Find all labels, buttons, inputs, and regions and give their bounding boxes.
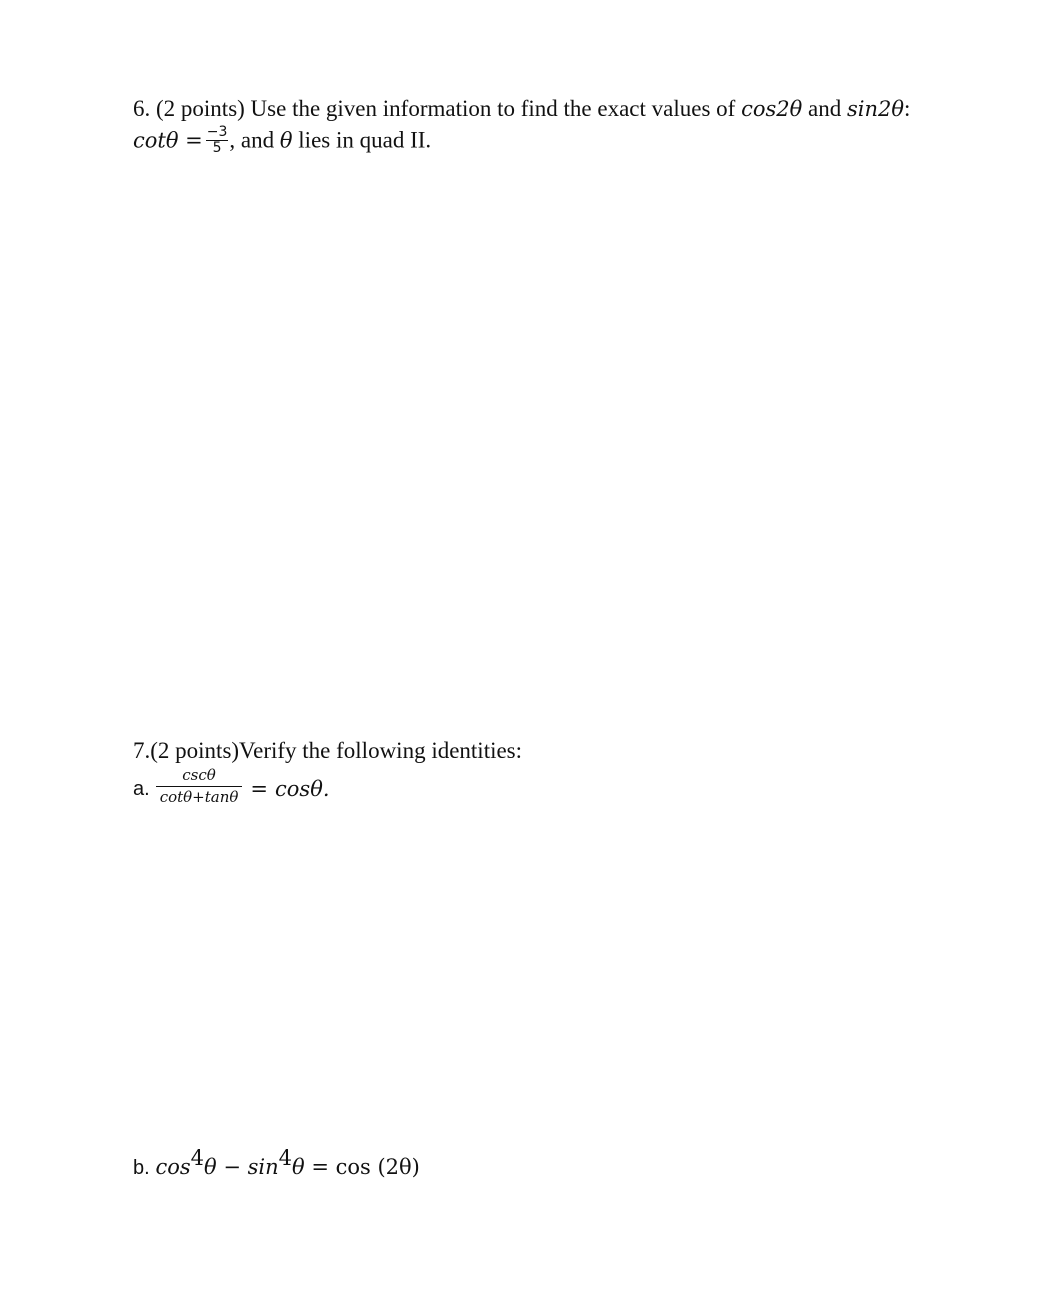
- q7b-sin: sin: [247, 1155, 279, 1179]
- q7a-rhs: cosθ.: [275, 776, 330, 801]
- q7a-equals: =: [250, 776, 269, 801]
- q7b-minus: −: [216, 1155, 248, 1179]
- q7b-cos-upright: cos: [335, 1155, 371, 1179]
- q7b-cos: cos: [155, 1155, 191, 1179]
- q6-intro-text: 6. (2 points) Use the given information to find the exact values of: [133, 96, 742, 121]
- q6-comma-and: , and: [229, 127, 280, 153]
- q6-theta: θ: [279, 128, 293, 153]
- q6-cot-theta: cotθ: [133, 128, 179, 153]
- q6-fraction: [206, 125, 229, 155]
- q6-colon: :: [904, 96, 911, 121]
- q6-cos2theta: cos2θ: [741, 97, 803, 121]
- q7b-label: b.: [133, 1157, 150, 1179]
- q6-and-text: and: [802, 96, 847, 121]
- q7b-theta-2: θ: [292, 1155, 305, 1179]
- q7b-exponent-1: 4: [190, 1146, 204, 1170]
- q6-fraction-denominator: 5: [212, 139, 222, 156]
- q7-title: 7.(2 points)Verify the following identities:: [133, 738, 523, 763]
- q6-fraction-numerator: −3: [206, 124, 228, 140]
- q7b-exponent-2: 4: [278, 1146, 293, 1170]
- q7b-identity: [133, 1146, 420, 1179]
- q6-equals: =: [178, 128, 203, 153]
- q6-quadrant-text: lies in quad II.: [292, 127, 432, 153]
- q7a-identity: [133, 763, 330, 815]
- q6-prompt-line: [133, 97, 910, 120]
- q7a-numerator: cscθ: [156, 768, 243, 787]
- q6-sin2theta: sin2θ: [846, 97, 905, 121]
- q7a-denominator: cotθ+tanθ: [159, 788, 239, 806]
- q7a-label: a.: [133, 778, 150, 800]
- q7b-paren-2theta: (2θ): [370, 1155, 420, 1179]
- q7a-fraction: [156, 768, 243, 806]
- q7b-equals: =: [304, 1155, 336, 1179]
- q6-given-line: [133, 124, 432, 157]
- q7b-theta-1: θ: [204, 1155, 217, 1179]
